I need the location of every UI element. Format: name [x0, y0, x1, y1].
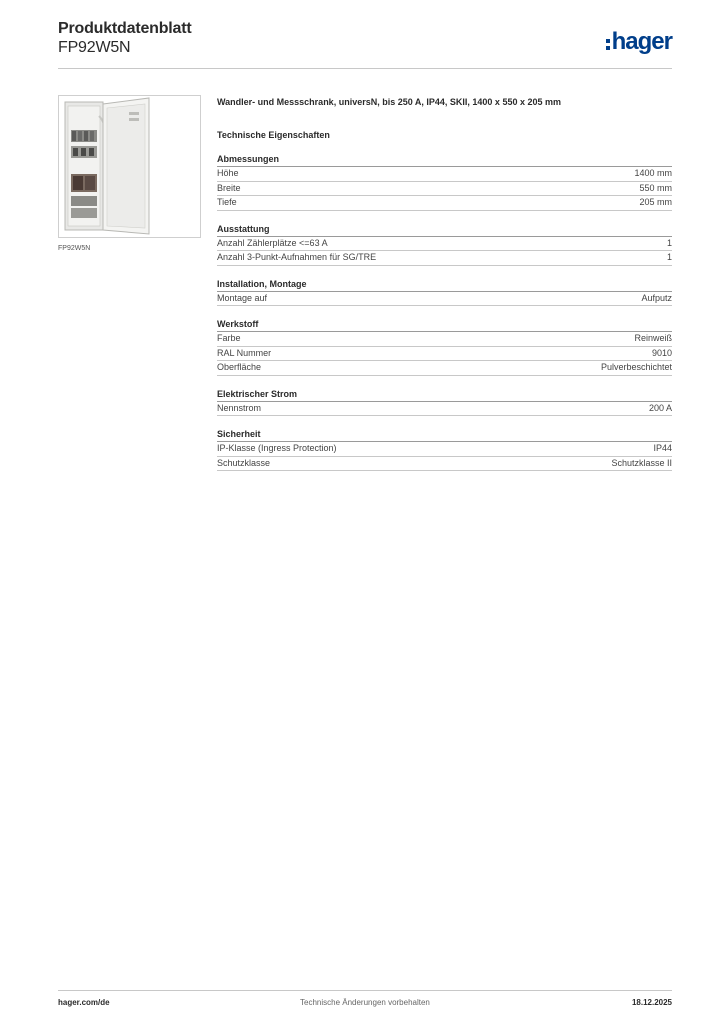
property-label: Schutzklasse [217, 457, 271, 468]
property-value: 205 mm [639, 197, 672, 207]
footer-notice: Technische Änderungen vorbehalten [300, 998, 430, 1007]
property-value: 1400 mm [634, 168, 672, 178]
logo-dots-icon [606, 39, 610, 50]
property-row [217, 237, 672, 252]
property-label: Oberfläche [217, 362, 262, 372]
property-row [217, 292, 672, 307]
property-value: 1 [666, 237, 672, 248]
property-value: IP44 [653, 443, 672, 453]
product-details [217, 95, 672, 471]
property-group [217, 223, 672, 266]
property-value: Reinweiß [634, 333, 672, 343]
property-value: 1 [666, 252, 672, 262]
property-row [217, 332, 672, 347]
header-divider [58, 68, 672, 69]
property-label: IP-Klasse (Ingress Protection) [217, 443, 337, 453]
property-label: Anzahl 3-Punkt-Aufnahmen für SG/TRE [217, 252, 377, 262]
footer-date: 18.12.2025 [631, 998, 672, 1007]
property-label: Montage auf [217, 292, 268, 303]
property-row [217, 442, 672, 457]
footer-divider [58, 990, 672, 991]
property-row [217, 196, 672, 211]
property-label: Tiefe [217, 197, 237, 207]
group-title: Sicherheit [217, 428, 672, 442]
page-header [58, 20, 672, 70]
group-title: Abmessungen [217, 153, 672, 167]
property-group [217, 388, 672, 417]
property-label: Höhe [217, 168, 239, 178]
image-caption: FP92W5N [58, 245, 91, 252]
property-groups [217, 153, 672, 471]
product-image [58, 95, 201, 238]
property-row [217, 457, 672, 472]
document-title: Produktdatenblatt [58, 20, 192, 37]
cabinet-illustration [59, 96, 200, 237]
property-value: 200 A [648, 402, 672, 413]
group-title: Elektrischer Strom [217, 388, 672, 402]
property-row [217, 347, 672, 362]
property-label: Farbe [217, 333, 241, 343]
product-description: Wandler- und Messschrank, universN, bis 250 A, IP44, SKII, 1400 x 550 x 205 mm [217, 97, 561, 107]
logo-text: hager [611, 28, 672, 55]
property-row [217, 251, 672, 266]
property-group [217, 428, 672, 471]
group-title: Werkstoff [217, 318, 672, 332]
property-row [217, 402, 672, 417]
property-label: Anzahl Zählerplätze <=63 A [217, 237, 328, 248]
property-row [217, 182, 672, 197]
property-value: Pulverbeschichtet [600, 362, 672, 372]
product-code: FP92W5N [58, 39, 131, 56]
property-label: Nennstrom [217, 402, 262, 413]
property-value: Aufputz [641, 292, 672, 303]
footer-website: hager.com/de [58, 998, 110, 1007]
property-group [217, 153, 672, 211]
property-value: 550 mm [639, 182, 672, 193]
property-row [217, 361, 672, 376]
group-title: Installation, Montage [217, 278, 672, 292]
property-group [217, 318, 672, 376]
property-row [217, 167, 672, 182]
section-heading: Technische Eigenschaften [217, 130, 330, 140]
property-value: 9010 [651, 347, 672, 358]
property-value: Schutzklasse II [611, 457, 672, 468]
group-title: Ausstattung [217, 223, 672, 237]
property-group [217, 278, 672, 307]
property-label: Breite [217, 182, 241, 193]
property-label: RAL Nummer [217, 347, 272, 358]
hager-logo [606, 30, 672, 54]
